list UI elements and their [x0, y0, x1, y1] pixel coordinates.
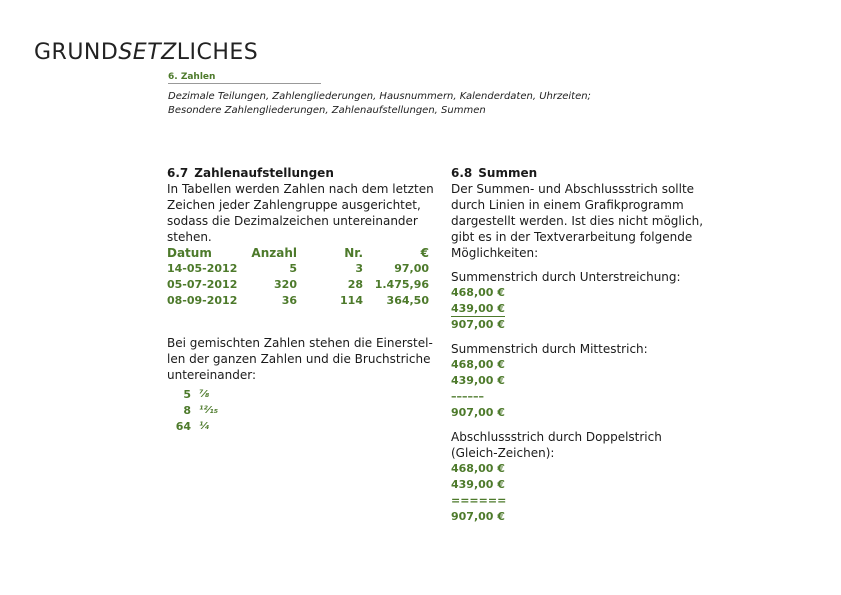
example-label: (Gleich-Zeichen):: [451, 446, 555, 460]
paragraph-mixed-numbers: [167, 335, 437, 383]
sum-line: ––––––: [451, 390, 484, 403]
sum-value: 468,00 €: [451, 358, 505, 371]
midline-example: [451, 341, 721, 421]
table-row: [167, 261, 429, 277]
subtitle-line: Dezimale Teilungen, Zahlengliederungen, Hausnummern, Kalenderdaten, Uhrzeiten;: [168, 91, 591, 102]
example-label: Abschlussstrich durch Doppelstrich: [451, 430, 662, 444]
number-table: [167, 245, 429, 309]
paragraph-line: In Tabellen werden Zahlen nach dem letzten: [167, 182, 434, 196]
chapter-subtitle: [168, 90, 591, 118]
fraction-row: 64 ¹⁄₄: [175, 420, 210, 433]
paragraph-line: gibt es in der Textverarbeitung folgende: [451, 230, 693, 244]
section-zahlenaufstellungen: [167, 165, 437, 435]
cell: 05-07-2012: [167, 278, 238, 291]
col-header: Anzahl: [251, 246, 297, 260]
cell: 08-09-2012: [167, 294, 238, 307]
underline-example: [451, 269, 721, 333]
cell: 364,50: [386, 294, 429, 307]
cell: 14-05-2012: [167, 262, 238, 275]
cell: 3: [355, 262, 363, 275]
cell: 1.475,96: [374, 278, 429, 291]
paragraph-line: durch Linien in einem Grafikprogramm: [451, 198, 684, 212]
sum-value: 439,00 €: [451, 478, 505, 491]
table-row: [167, 277, 429, 293]
example-label: Summenstrich durch Unterstreichung:: [451, 270, 681, 284]
col-header: Datum: [167, 246, 212, 260]
paragraph-line: Möglichkeiten:: [451, 246, 539, 260]
sum-line: ======: [451, 494, 507, 507]
sum-value: 439,00 €: [451, 374, 505, 387]
subtitle-line: Besondere Zahlengliederungen, Zahlenaufstellungen, Summen: [168, 105, 486, 116]
sum-total: 907,00 €: [451, 510, 505, 523]
sum-value: 468,00 €: [451, 462, 505, 475]
fraction-row: 8 ¹²⁄₁₅: [183, 404, 219, 417]
double-line-example: [451, 429, 721, 525]
sum-total: 907,00 €: [451, 406, 505, 419]
page-title: GRUNDSETZLICHES: [34, 40, 259, 65]
fraction-row: 5 ⁷⁄₈: [183, 388, 210, 401]
paragraph-line: Der Summen- und Abschlussstrich sollte: [451, 182, 695, 196]
cell: 28: [347, 278, 363, 291]
section-heading: 6.7 Zahlenaufstellungen: [167, 166, 334, 180]
section-summen: [451, 165, 721, 525]
section-heading: 6.8 Summen: [451, 166, 538, 180]
paragraph-line: stehen.: [167, 230, 212, 244]
example-label: Summenstrich durch Mittestrich:: [451, 342, 648, 356]
chapter-label: 6. Zahlen: [168, 72, 321, 84]
cell: 97,00: [394, 262, 429, 275]
sum-value: 468,00 €: [451, 286, 505, 299]
paragraph-line: Bei gemischten Zahlen stehen die Einerstel-: [167, 336, 433, 350]
cell: 36: [281, 294, 297, 307]
cell: 5: [289, 262, 297, 275]
cell: 320: [274, 278, 297, 291]
col-header: €: [420, 246, 429, 260]
paragraph-line: len der ganzen Zahlen und die Bruchstriche: [167, 352, 431, 366]
table-header-row: [167, 245, 429, 261]
cell: 114: [340, 294, 363, 307]
fraction-list: [167, 387, 437, 435]
paragraph-line: sodass die Dezimalzeichen untereinander: [167, 214, 418, 228]
paragraph-line: Zeichen jeder Zahlengruppe ausgerichtet,: [167, 198, 421, 212]
table-row: [167, 293, 429, 309]
paragraph-line: untereinander:: [167, 368, 257, 382]
sum-total: 907,00 €: [451, 318, 505, 331]
sum-value-underlined: 439,00 €: [451, 302, 505, 315]
paragraph-line: dargestellt werden. Ist dies nicht möglich,: [451, 214, 704, 228]
col-header: Nr.: [344, 246, 363, 260]
